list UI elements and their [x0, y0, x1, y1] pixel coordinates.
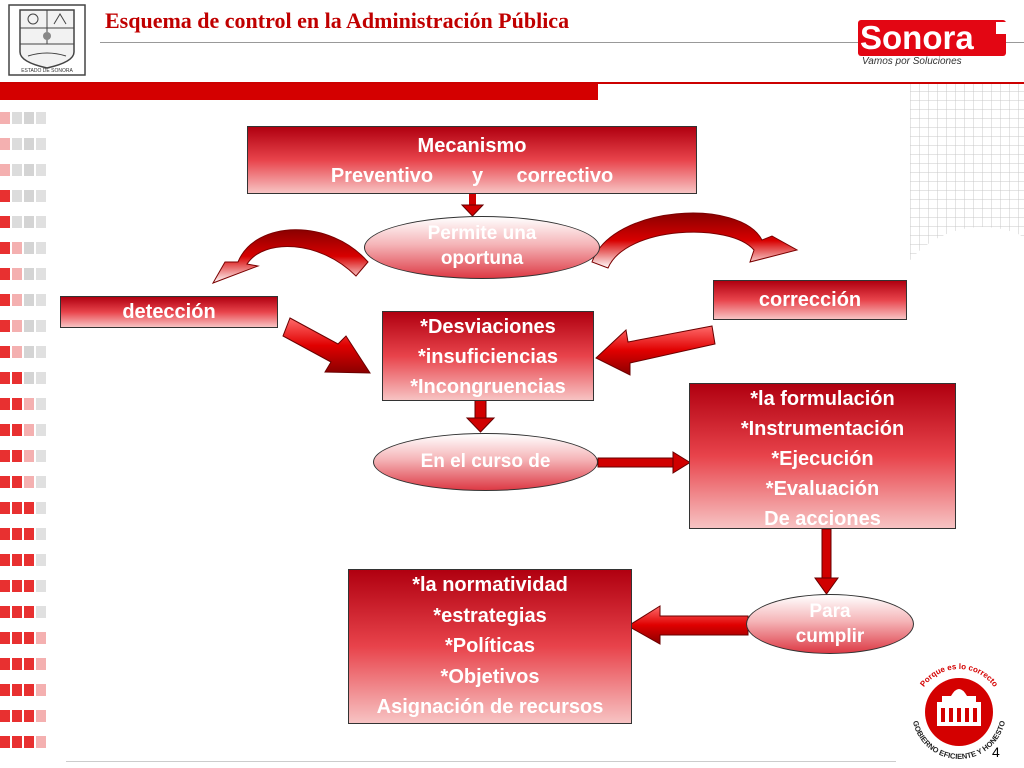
seal-bottom-text: GOBIERNO EFICIENTE Y HONESTO	[910, 719, 1008, 760]
node-fulfill	[746, 594, 914, 654]
arrow-fulfill-to-norms	[628, 606, 748, 644]
node-correction-label: corrección	[758, 289, 862, 311]
deviations-item: *Incongruencias	[410, 376, 566, 398]
arrow-mechanism-to-permit	[462, 194, 483, 216]
node-fulfill-line1: Para	[809, 601, 851, 622]
actions-item: De acciones	[764, 508, 881, 529]
arrow-actions-to-fulfill	[815, 529, 838, 594]
seal-top-text: Porque es lo correcto	[918, 662, 1000, 689]
sonora-slogan: Vamos por Soluciones	[862, 56, 962, 67]
curved-arrow-to-correction	[592, 213, 797, 268]
node-correction	[713, 280, 907, 320]
actions-item: *Ejecución	[771, 448, 874, 470]
norms-item: *Objetivos	[440, 665, 540, 688]
node-deviations	[382, 311, 594, 401]
arrow-correction-to-deviations	[596, 326, 715, 375]
node-permit-line2: oportuna	[440, 248, 524, 269]
norms-item: *la normatividad	[412, 574, 568, 596]
node-permit-line1: Permite una	[427, 223, 537, 244]
page-number: 4	[992, 744, 1000, 760]
actions-item: *la formulación	[750, 388, 895, 410]
node-fulfill-line2: cumplir	[795, 626, 865, 647]
node-actions	[689, 383, 956, 529]
curved-arrow-to-detection	[213, 230, 368, 283]
arrow-deviations-to-course	[467, 400, 494, 432]
deviations-item: *insuficiencias	[417, 346, 559, 368]
norms-item: Asignación de recursos	[376, 696, 604, 718]
node-course	[373, 433, 598, 491]
node-permit	[364, 216, 600, 279]
actions-item: *Instrumentación	[740, 418, 905, 440]
node-mechanism	[247, 126, 697, 194]
footer-line	[66, 761, 896, 762]
arrow-detection-to-deviations	[283, 318, 370, 373]
arrow-course-to-actions	[598, 452, 690, 473]
node-course-label: En el curso de	[420, 451, 551, 472]
node-detection	[60, 296, 278, 328]
node-mechanism-line2: Preventivo y correctivo	[330, 165, 614, 187]
deviations-item: *Desviaciones	[420, 316, 556, 338]
norms-item: *Políticas	[444, 635, 536, 657]
node-norms	[348, 569, 632, 724]
page-title: Esquema de control en la Administración Pública	[105, 8, 570, 33]
emblem-caption: ESTADO DE SONORA	[21, 68, 73, 74]
sonora-brand-text: Sonora	[860, 19, 974, 56]
norms-item: *estrategias	[433, 604, 547, 627]
node-mechanism-line1: Mecanismo	[417, 135, 527, 157]
node-detection-label: detección	[122, 301, 216, 323]
actions-item: *Evaluación	[765, 478, 880, 500]
